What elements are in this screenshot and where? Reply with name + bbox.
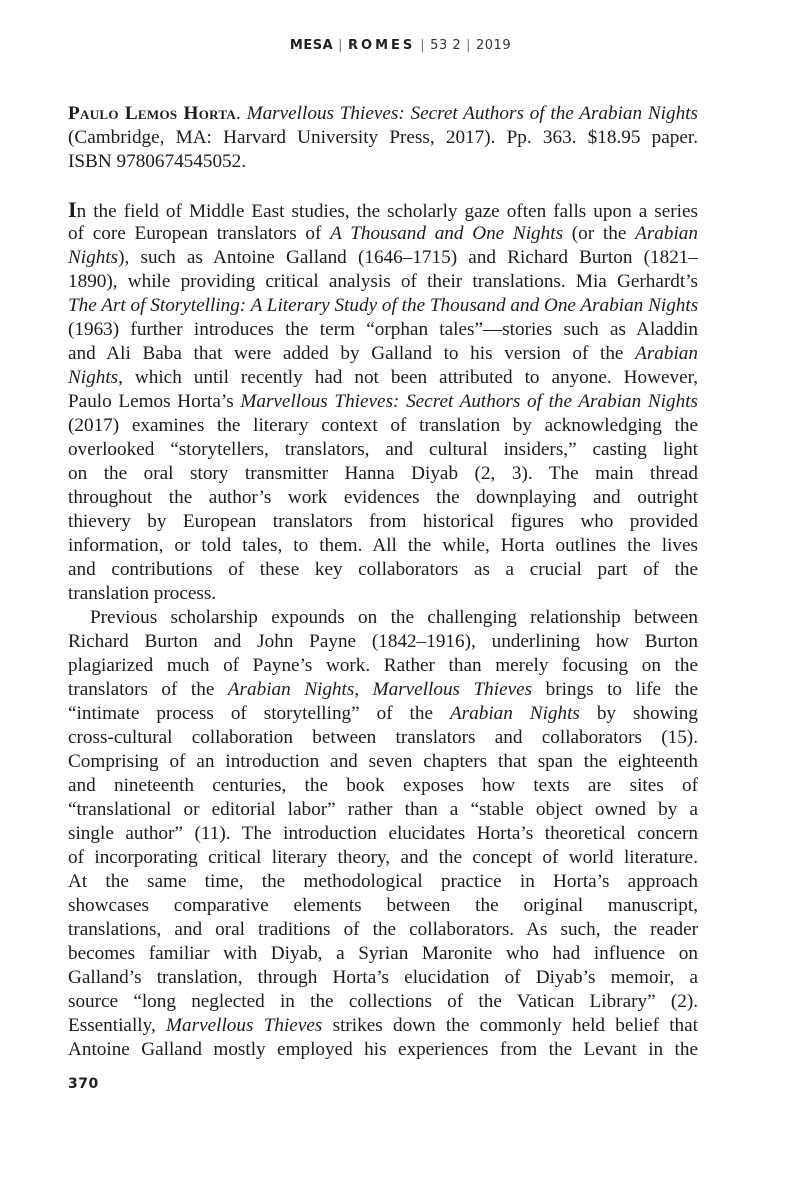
text-line: 1890), while providing critical analysis of their translations. Mia Gerhardt’s <box>68 271 698 292</box>
text-line: throughout the author’s work evidences the downplaying and outright <box>68 487 698 508</box>
text-line: Essentially, Marvellous Thieves strikes down the commonly held belief that <box>68 1015 698 1036</box>
italic-title: Marvellous Thieves <box>166 1015 323 1036</box>
reviewed-author: Paulo Lemos Horta <box>68 103 237 124</box>
text-line: In the field of Middle East studies, the scholarly gaze often falls upon a series <box>68 198 698 222</box>
text-line: (1963) further introduces the term “orphan tales”—stories such as Aladdin <box>68 319 698 340</box>
text-line: on the oral story transmitter Hanna Diyab (2, 3). The main thread <box>68 463 698 484</box>
text-line: cross-cultural collaboration between translators and collaborators (15). <box>68 727 698 748</box>
text-line: translation process. <box>68 583 217 604</box>
header-separator: | <box>338 38 344 53</box>
italic-title: Nights <box>68 247 119 268</box>
text-line: thievery by European translators from historical figures who provided <box>68 511 698 532</box>
header-separator: | <box>420 38 426 53</box>
reviewed-title: Marvellous Thieves: Secret Authors of the Arabian Nights <box>246 103 698 124</box>
italic-title: Marvellous Thieves: Secret Authors of the Arabian Nights <box>240 391 698 412</box>
text-line: plagiarized much of Payne’s work. Rather than merely focusing on the <box>68 655 698 676</box>
text-line: “translational or editorial labor” rather than a “stable object owned by a <box>68 799 698 820</box>
text-line: showcases comparative elements between the original manuscript, <box>68 895 698 916</box>
text-line: Antoine Galland mostly employed his experiences from the Levant in the <box>68 1039 698 1060</box>
text-line: Nights), such as Antoine Galland (1646–1715) and Richard Burton (1821– <box>68 247 698 268</box>
running-header <box>0 38 801 53</box>
isbn: ISBN 9780674545052. <box>68 151 247 172</box>
year: 2019 <box>476 38 512 53</box>
italic-title: Marvellous Thieves <box>372 679 533 700</box>
italic-title: Arabian Nights <box>227 679 355 700</box>
initial-letter: I <box>68 198 77 222</box>
italic-title: Arabian Nights <box>449 703 580 724</box>
italic-title: A Thousand and One Nights <box>330 223 564 244</box>
text-line: and nineteenth centuries, the book exposes how texts are sites of <box>68 775 698 796</box>
text-line: becomes familiar with Diyab, a Syrian Maronite who had influence on <box>68 943 698 964</box>
text-line: Galland’s translation, through Horta’s elucidation of Diyab’s memoir, a <box>68 967 698 988</box>
text-line: information, or told tales, to them. All the while, Horta outlines the lives <box>68 535 698 556</box>
text-line: (2017) examines the literary context of translation by acknowledging the <box>68 415 698 436</box>
text-line: “intimate process of storytelling” of the Arabian Nights by showing <box>68 703 698 724</box>
journal-name: MESA <box>289 38 334 53</box>
text-line: Richard Burton and John Payne (1842–1916), underlining how Burton <box>68 631 698 652</box>
section-name: ROMES <box>348 38 416 53</box>
text-line: of core European translators of A Thousand and One Nights (or the Arabian <box>68 223 698 244</box>
text-line: and contributions of these key collaborators as a crucial part of the <box>68 559 698 580</box>
text-line: Comprising of an introduction and seven chapters that span the eighteenth <box>68 751 698 772</box>
text-line: overlooked “storytellers, translators, and cultural insiders,” casting light <box>68 439 698 460</box>
text-line: of incorporating critical literary theory, and the concept of world literature. <box>68 847 698 868</box>
text-line: single author” (11). The introduction elucidates Horta’s theoretical concern <box>68 823 698 844</box>
text-line <box>68 294 698 318</box>
text-line: At the same time, the methodological practice in Horta’s approach <box>68 871 698 892</box>
publication-info: (Cambridge, MA: Harvard University Press, 2017). Pp. 363. $18.95 paper. <box>68 127 698 148</box>
volume-issue: 53 2 <box>430 38 462 53</box>
italic-title: Arabian <box>635 223 698 244</box>
review-body <box>68 198 698 1062</box>
text-line: Previous scholarship expounds on the challenging relationship between <box>90 607 698 628</box>
page-number: 370 <box>68 1076 99 1092</box>
book-citation: Paulo Lemos Horta. Marvellous Thieves: Secret Authors of the Arabian Nights (Cambridge, MA: Harvard University Press, 2017). Pp. 363. $18.95 paper. ISBN 9780674545052. <box>68 103 698 172</box>
italic-title: Nights <box>68 367 119 388</box>
italic-title: Arabian <box>635 343 698 364</box>
text-line: and Ali Baba that were added by Galland to his version of the Arabian <box>68 343 698 364</box>
text-line: translations, and oral traditions of the collaborators. As such, the reader <box>68 919 698 940</box>
text-line: Paulo Lemos Horta’s Marvellous Thieves: Secret Authors of the Arabian Nights <box>68 391 698 412</box>
header-separator: | <box>466 38 472 53</box>
text-line: Nights, which until recently had not been attributed to anyone. However, <box>68 367 698 388</box>
italic-title: The Art of Storytelling: A Literary Study of the Thousand and One Arabian Nights <box>68 295 698 316</box>
text-line: source “long neglected in the collections of the Vatican Library” (2). <box>68 991 698 1012</box>
text-line: translators of the Arabian Nights, Marvellous Thieves brings to life the <box>68 679 698 700</box>
